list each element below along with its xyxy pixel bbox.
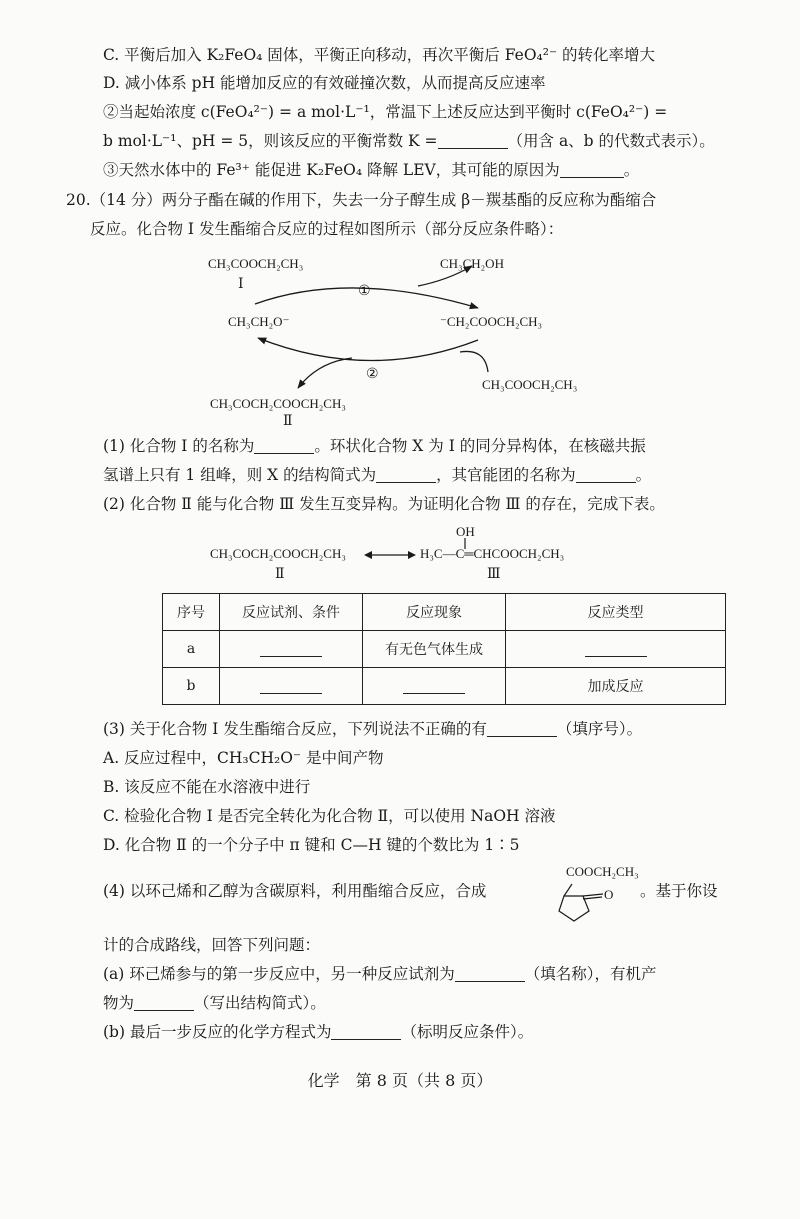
compound-1-formula: CH₃COOCH₂CH₃: [208, 256, 304, 271]
part1-text-2: 氢谱上只有 1 组峰，则 X 的结构简式为: [103, 466, 377, 484]
equilibrium-arrow: [362, 548, 418, 562]
part3-option-d: D. 化合物 Ⅱ 的一个分子中 π 键和 C—H 键的个数比为 1∶5: [103, 836, 520, 854]
table-row: [163, 668, 726, 705]
part1-text-cont: 。环状化合物 X 为 Ⅰ 的同分异构体，在核磁共振: [314, 437, 646, 455]
part4-text-start: (4) 以环己烯和乙醇为含碳原料，利用酯缩合反应，合成: [103, 882, 487, 900]
page-footer: 化学 第 8 页（共 8 页）: [307, 1071, 493, 1090]
part4a-text-2: 物为: [103, 994, 135, 1012]
part3-prompt: [103, 718, 642, 740]
part4b-text-end: （标明反应条件）。: [401, 1023, 534, 1041]
part4b-line: [103, 1021, 533, 1043]
arc-step-1-arrow: [255, 288, 478, 308]
part4-text-line2: 计的合成路线，回答下列问题：: [103, 936, 321, 954]
type-cell: 加成反应: [506, 668, 726, 705]
compound-1-label: Ⅰ: [238, 277, 244, 292]
arc-step-2-arrow: [258, 338, 478, 361]
part4a-text: (a) 环己烯参与的第一步反应中，另一种反应试剂为: [103, 965, 455, 983]
answer-blank[interactable]: [134, 994, 194, 1011]
ester-substituent: COOCH₂CH₃: [566, 864, 639, 879]
scheme-arrows: [0, 0, 800, 440]
table-header-cell: 序号: [163, 594, 220, 631]
compound-2-label: Ⅱ: [275, 567, 285, 582]
part4a-text-end: （写出结构简式）。: [194, 994, 326, 1012]
compound-3-label: Ⅲ: [487, 567, 501, 582]
answer-blank[interactable]: [585, 640, 647, 657]
step-2-label: ②: [366, 367, 379, 382]
ethoxide-formula: CH₃CH₂O⁻: [228, 314, 290, 329]
table-header-cell: 反应现象: [363, 594, 506, 631]
part3-text: (3) 关于化合物 Ⅰ 发生酯缩合反应，下列说法不正确的有: [103, 720, 487, 738]
q20-intro: 反应。化合物 Ⅰ 发生酯缩合反应的过程如图所示（部分反应条件略）：: [90, 220, 564, 238]
answer-blank[interactable]: [455, 965, 525, 982]
part1-text-end: 。: [635, 466, 652, 484]
ester-formula: CH₃COOCH₂CH₃: [482, 377, 578, 392]
answer-blank[interactable]: [260, 640, 322, 657]
compound-2-formula: CH₃COCH₂COOCH₂CH₃: [210, 396, 346, 411]
q19-part2-text: b mol·L⁻¹、pH = 5，则该反应的平衡常数 K =: [103, 132, 438, 150]
compound-2-label: Ⅱ: [283, 414, 293, 429]
phenomenon-cell: 有无色气体生成: [363, 631, 506, 668]
part4a-line1: [103, 963, 657, 985]
product-branch-arrow: [298, 358, 352, 388]
part1-line2: [103, 464, 651, 486]
compound-3-enol-formula: H₃C—C═CHCOOCH₂CH₃: [420, 546, 565, 561]
part1-text: (1) 化合物 Ⅰ 的名称为: [103, 437, 255, 455]
cyclopentanone-ring-icon: [548, 876, 608, 926]
part4-text-end: 。基于你设: [640, 882, 718, 900]
row-id: b: [163, 668, 220, 705]
q19-part2-line1: ②当起始浓度 c(FeO₄²⁻) = a mol·L⁻¹，常温下上述反应达到平衡时 c(FeO₄²⁻) =: [103, 103, 668, 121]
reagent-cell: [220, 631, 363, 668]
part4a-text-cont: （填名称），有机产: [524, 965, 657, 983]
enolate-formula: ⁻CH₂COOCH₂CH₃: [440, 314, 543, 329]
table-header-row: [163, 594, 726, 631]
q19-part2-text-end: （用含 a、b 的代数式表示）。: [507, 132, 715, 150]
step-1-label: ①: [358, 284, 371, 299]
q19-part3-end: 。: [623, 161, 640, 179]
type-cell: [506, 631, 726, 668]
answer-blank[interactable]: [576, 466, 636, 483]
part4b-text: (b) 最后一步反应的化学方程式为: [103, 1023, 332, 1041]
part3-option-a: A. 反应过程中，CH₃CH₂O⁻ 是中间产物: [103, 749, 384, 767]
part3-option-c: C. 检验化合物 Ⅰ 是否完全转化为化合物 Ⅱ，可以使用 NaOH 溶液: [103, 807, 556, 825]
table-header-cell: 反应试剂、条件: [220, 594, 363, 631]
hydroxyl-label: OH: [456, 524, 475, 539]
ketone-oxygen: O: [604, 887, 614, 902]
part3-text-end: （填序号）。: [556, 720, 643, 738]
compound-2-keto-formula: CH₃COCH₂COOCH₂CH₃: [210, 546, 346, 561]
row-id: a: [163, 631, 220, 668]
table-row: [163, 631, 726, 668]
part1-text-3: ，其官能团的名称为: [436, 466, 576, 484]
part4a-line2: [103, 992, 326, 1014]
ethanol-branch-arrow: [418, 266, 472, 286]
answer-blank[interactable]: [260, 677, 322, 694]
q19-part3-text: ③天然水体中的 Fe³⁺ 能促进 K₂FeO₄ 降解 LEV，其可能的原因为: [103, 161, 560, 179]
phenomenon-cell: [363, 668, 506, 705]
answer-blank[interactable]: [376, 466, 436, 483]
answer-blank[interactable]: [403, 677, 465, 694]
ethanol-formula: CH₃CH₂OH: [440, 256, 504, 271]
q19-option-c: C. 平衡后加入 K₂FeO₄ 固体，平衡正向移动，再次平衡后 FeO₄²⁻ 的转化率增大: [103, 46, 656, 64]
table-header-cell: 反应类型: [506, 594, 726, 631]
q20-heading: 20.（14 分）两分子酯在碱的作用下，失去一分子醇生成 β－羰基酯的反应称为酯缩合: [66, 191, 657, 209]
part3-option-b: B. 该反应不能在水溶液中进行: [103, 778, 311, 796]
experiment-table: [162, 593, 726, 705]
ester-entry-curve: [460, 351, 488, 372]
q19-option-d: D. 减小体系 pH 能增加反应的有效碰撞次数，从而提高反应速率: [103, 74, 546, 92]
answer-blank[interactable]: [487, 720, 557, 737]
part2-prompt: (2) 化合物 Ⅱ 能与化合物 Ⅲ 发生互变异构。为证明化合物 Ⅲ 的存在，完成下表。: [103, 495, 665, 513]
reagent-cell: [220, 668, 363, 705]
answer-blank[interactable]: [331, 1023, 401, 1040]
part1-line1: [103, 435, 646, 457]
answer-blank[interactable]: [254, 437, 314, 454]
